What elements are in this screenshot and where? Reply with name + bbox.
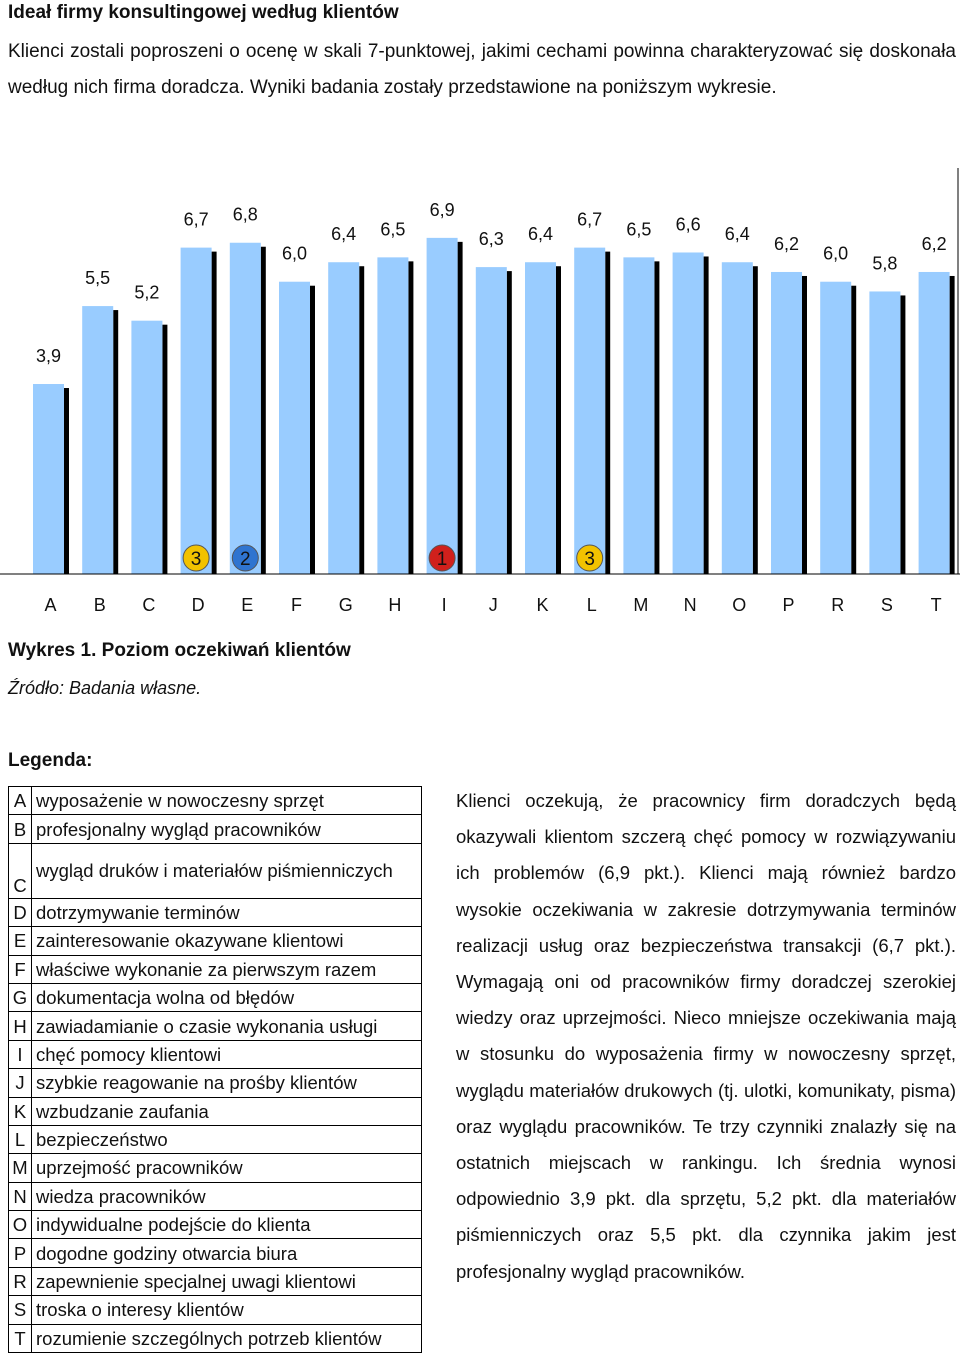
legend-row bbox=[9, 1012, 422, 1040]
bar bbox=[279, 282, 310, 574]
x-tick-label: J bbox=[488, 595, 498, 615]
bar bbox=[230, 243, 261, 574]
legend-heading: Legenda: bbox=[8, 750, 93, 771]
legend-text: dogodne godziny otwarcia biura bbox=[32, 1239, 422, 1267]
legend-row bbox=[9, 1324, 422, 1352]
x-tick-label: H bbox=[388, 595, 402, 615]
legend-text: zawiadamianie o czasie wykonania usługi bbox=[32, 1012, 422, 1040]
value-label: 6,2 bbox=[921, 233, 947, 254]
x-tick-label: S bbox=[880, 595, 893, 615]
legend-key: K bbox=[9, 1097, 32, 1125]
legend-key: S bbox=[9, 1296, 32, 1324]
value-label: 6,9 bbox=[429, 199, 455, 220]
value-label: 6,6 bbox=[675, 214, 701, 235]
rank-badge-label: 2 bbox=[240, 549, 251, 570]
bar bbox=[771, 272, 802, 574]
bar-shadow bbox=[556, 266, 561, 574]
legend-text: profesjonalny wygląd pracowników bbox=[32, 815, 422, 843]
legend-key: N bbox=[9, 1182, 32, 1210]
chart-caption: Wykres 1. Poziom oczekiwań klientów bbox=[8, 640, 351, 661]
value-label: 6,4 bbox=[527, 224, 554, 245]
bar bbox=[869, 291, 900, 574]
x-tick-label: I bbox=[441, 595, 447, 615]
legend-text: dotrzymywanie terminów bbox=[32, 898, 422, 926]
legend-key: O bbox=[9, 1211, 32, 1239]
page-title: Ideał firmy konsultingowej według klientów bbox=[8, 2, 399, 23]
bar-shadow bbox=[64, 388, 69, 574]
value-label: 6,7 bbox=[577, 209, 603, 230]
legend-text: bezpieczeństwo bbox=[32, 1125, 422, 1153]
value-label: 6,5 bbox=[380, 219, 406, 240]
x-tick-label: L bbox=[586, 595, 597, 615]
value-label: 3,9 bbox=[35, 346, 62, 367]
legend-text: dokumentacja wolna od błędów bbox=[32, 983, 422, 1011]
bar bbox=[525, 262, 556, 574]
value-label: 6,4 bbox=[331, 224, 357, 245]
description-paragraph: Klienci oczekują, że pracownicy firm doradczych będą okazywali klientom szczerą chęć pomocy w rozwiązywaniu ich problemów (6,9 pkt.). Klienci mają również bardzo wysokie oczekiwania w zakresie dotrzymywania terminów realizacji usług oraz bezpieczeństwa transakcji (6,7 pkt.). Wymagają oni od pracowników firmy doradczej szerokiej wiedzy oraz uprzejmości. Nieco mniejsze oczekiwania mają w stosunku do wyposażenia firmy w nowoczesny sprzęt, wyglądu materiałów drukowych (tj. ulotki, komunikaty, pisma) oraz wyglądu pracowników. Te trzy czynniki znalazły się na ostatnich miejscach w rankingu. Ich średnia wynosi odpowiednio 3,9 pkt. dla sprzętu, 5,2 pkt. dla materiałów piśmienniczych oraz 5,5 pkt. dla czynnika jakim jest profesjonalny wygląd pracowników. bbox=[456, 790, 956, 1282]
x-tick-label: G bbox=[338, 595, 353, 615]
legend-key: P bbox=[9, 1239, 32, 1267]
legend-text: zainteresowanie okazywane klientowi bbox=[32, 927, 422, 955]
value-label: 5,8 bbox=[872, 253, 898, 274]
value-label: 6,3 bbox=[478, 229, 504, 250]
legend-row bbox=[9, 1125, 422, 1153]
rank-badge-label: 3 bbox=[584, 549, 595, 570]
value-label: 5,5 bbox=[85, 268, 111, 289]
legend-key: M bbox=[9, 1154, 32, 1182]
value-label: 6,8 bbox=[232, 204, 258, 225]
legend-key: F bbox=[9, 955, 32, 983]
bar-shadow bbox=[113, 310, 118, 574]
x-tick-label: C bbox=[142, 595, 156, 615]
legend-text: rozumienie szczególnych potrzeb klientów bbox=[32, 1324, 422, 1352]
bar bbox=[377, 257, 408, 574]
legend-row bbox=[9, 1267, 422, 1295]
legend-row bbox=[9, 983, 422, 1011]
value-label: 6,7 bbox=[183, 209, 209, 230]
rank-badge-label: 1 bbox=[436, 549, 448, 570]
value-label: 6,0 bbox=[281, 243, 308, 264]
x-tick-label: O bbox=[732, 595, 747, 615]
legend-key: I bbox=[9, 1040, 32, 1068]
bar-shadow bbox=[753, 266, 758, 574]
legend-row bbox=[9, 1154, 422, 1182]
bar-shadow bbox=[605, 252, 610, 574]
rank-badge-label: 3 bbox=[190, 549, 202, 570]
value-label: 6,4 bbox=[724, 224, 750, 245]
bar bbox=[820, 282, 851, 574]
bar-shadow bbox=[458, 242, 463, 574]
bar-shadow bbox=[507, 271, 512, 574]
bar-shadow bbox=[408, 261, 413, 574]
x-tick-label: B bbox=[93, 595, 106, 615]
legend-text: zapewnienie specjalnej uwagi klientowi bbox=[32, 1267, 422, 1295]
legend-key: C bbox=[9, 843, 32, 898]
x-tick-label: F bbox=[291, 595, 302, 615]
legend-text: wygląd druków i materiałów piśmienniczych bbox=[32, 843, 422, 898]
bar bbox=[33, 384, 64, 574]
legend-row bbox=[9, 898, 422, 926]
legend-text: indywidualne podejście do klienta bbox=[32, 1211, 422, 1239]
x-tick-label: N bbox=[683, 595, 697, 615]
bar bbox=[427, 238, 458, 574]
x-tick-label: T bbox=[930, 595, 942, 615]
bar bbox=[574, 248, 605, 574]
value-label: 6,5 bbox=[626, 219, 652, 240]
x-tick-label: E bbox=[241, 595, 254, 615]
bar-shadow bbox=[212, 252, 217, 574]
bar bbox=[919, 272, 950, 574]
legend-text: właściwe wykonanie za pierwszym razem bbox=[32, 955, 422, 983]
legend-row bbox=[9, 1182, 422, 1210]
legend-row bbox=[9, 1296, 422, 1324]
legend-row bbox=[9, 843, 422, 898]
x-tick-label: R bbox=[831, 595, 845, 615]
legend-row bbox=[9, 955, 422, 983]
legend-row bbox=[9, 815, 422, 843]
legend-text: wyposażenie w nowoczesny sprzęt bbox=[32, 787, 422, 815]
legend-key: T bbox=[9, 1324, 32, 1352]
value-label: 6,0 bbox=[823, 243, 849, 264]
x-tick-label: M bbox=[633, 595, 649, 615]
bar bbox=[673, 252, 704, 574]
bar bbox=[623, 257, 654, 574]
legend-key: B bbox=[9, 815, 32, 843]
x-tick-label: P bbox=[782, 595, 795, 615]
bar-shadow bbox=[359, 266, 364, 574]
legend-text: chęć pomocy klientowi bbox=[32, 1040, 422, 1068]
legend-key: R bbox=[9, 1267, 32, 1295]
bar-chart bbox=[0, 168, 960, 620]
legend-key: D bbox=[9, 898, 32, 926]
x-tick-label: K bbox=[536, 595, 549, 615]
legend-row bbox=[9, 1069, 422, 1097]
bar-shadow bbox=[851, 286, 856, 574]
legend-table bbox=[8, 786, 422, 1353]
bar bbox=[131, 321, 162, 574]
legend-row bbox=[9, 1239, 422, 1267]
bar-shadow bbox=[654, 261, 659, 574]
legend-key: E bbox=[9, 927, 32, 955]
legend-row bbox=[9, 1211, 422, 1239]
legend-text: wzbudzanie zaufania bbox=[32, 1097, 422, 1125]
legend-key: L bbox=[9, 1125, 32, 1153]
legend-row bbox=[9, 1097, 422, 1125]
x-tick-label: D bbox=[191, 595, 205, 615]
legend-row bbox=[9, 927, 422, 955]
bar-shadow bbox=[950, 276, 955, 574]
legend-key: A bbox=[9, 787, 32, 815]
legend-key: H bbox=[9, 1012, 32, 1040]
legend-text: uprzejmość pracowników bbox=[32, 1154, 422, 1182]
bar-shadow bbox=[310, 286, 315, 574]
value-label: 6,2 bbox=[773, 233, 800, 254]
legend-text: troska o interesy klientów bbox=[32, 1296, 422, 1324]
legend-key: J bbox=[9, 1069, 32, 1097]
legend-row bbox=[9, 787, 422, 815]
bar-shadow bbox=[802, 276, 807, 574]
bar bbox=[328, 262, 359, 574]
bar-shadow bbox=[261, 247, 266, 574]
value-label: 5,2 bbox=[134, 282, 160, 303]
bar bbox=[476, 267, 507, 574]
bar-shadow bbox=[900, 295, 905, 574]
legend-row bbox=[9, 1040, 422, 1068]
intro-paragraph: Klienci zostali poproszeni o ocenę w skali 7-punktowej, jakimi cechami powinna charakteryzować się doskonała według nich firma doradcza. Wyniki badania zostały przedstawione na poniższym wykresie. bbox=[8, 41, 956, 98]
bar bbox=[181, 248, 212, 574]
bar-shadow bbox=[162, 325, 167, 574]
bar-shadow bbox=[704, 256, 709, 574]
legend-text: wiedza pracowników bbox=[32, 1182, 422, 1210]
legend-key: G bbox=[9, 983, 32, 1011]
chart-source: Źródło: Badania własne. bbox=[8, 678, 202, 698]
bar bbox=[82, 306, 113, 574]
x-tick-label: A bbox=[44, 595, 57, 615]
legend-text: szybkie reagowanie na prośby klientów bbox=[32, 1069, 422, 1097]
bar bbox=[722, 262, 753, 574]
